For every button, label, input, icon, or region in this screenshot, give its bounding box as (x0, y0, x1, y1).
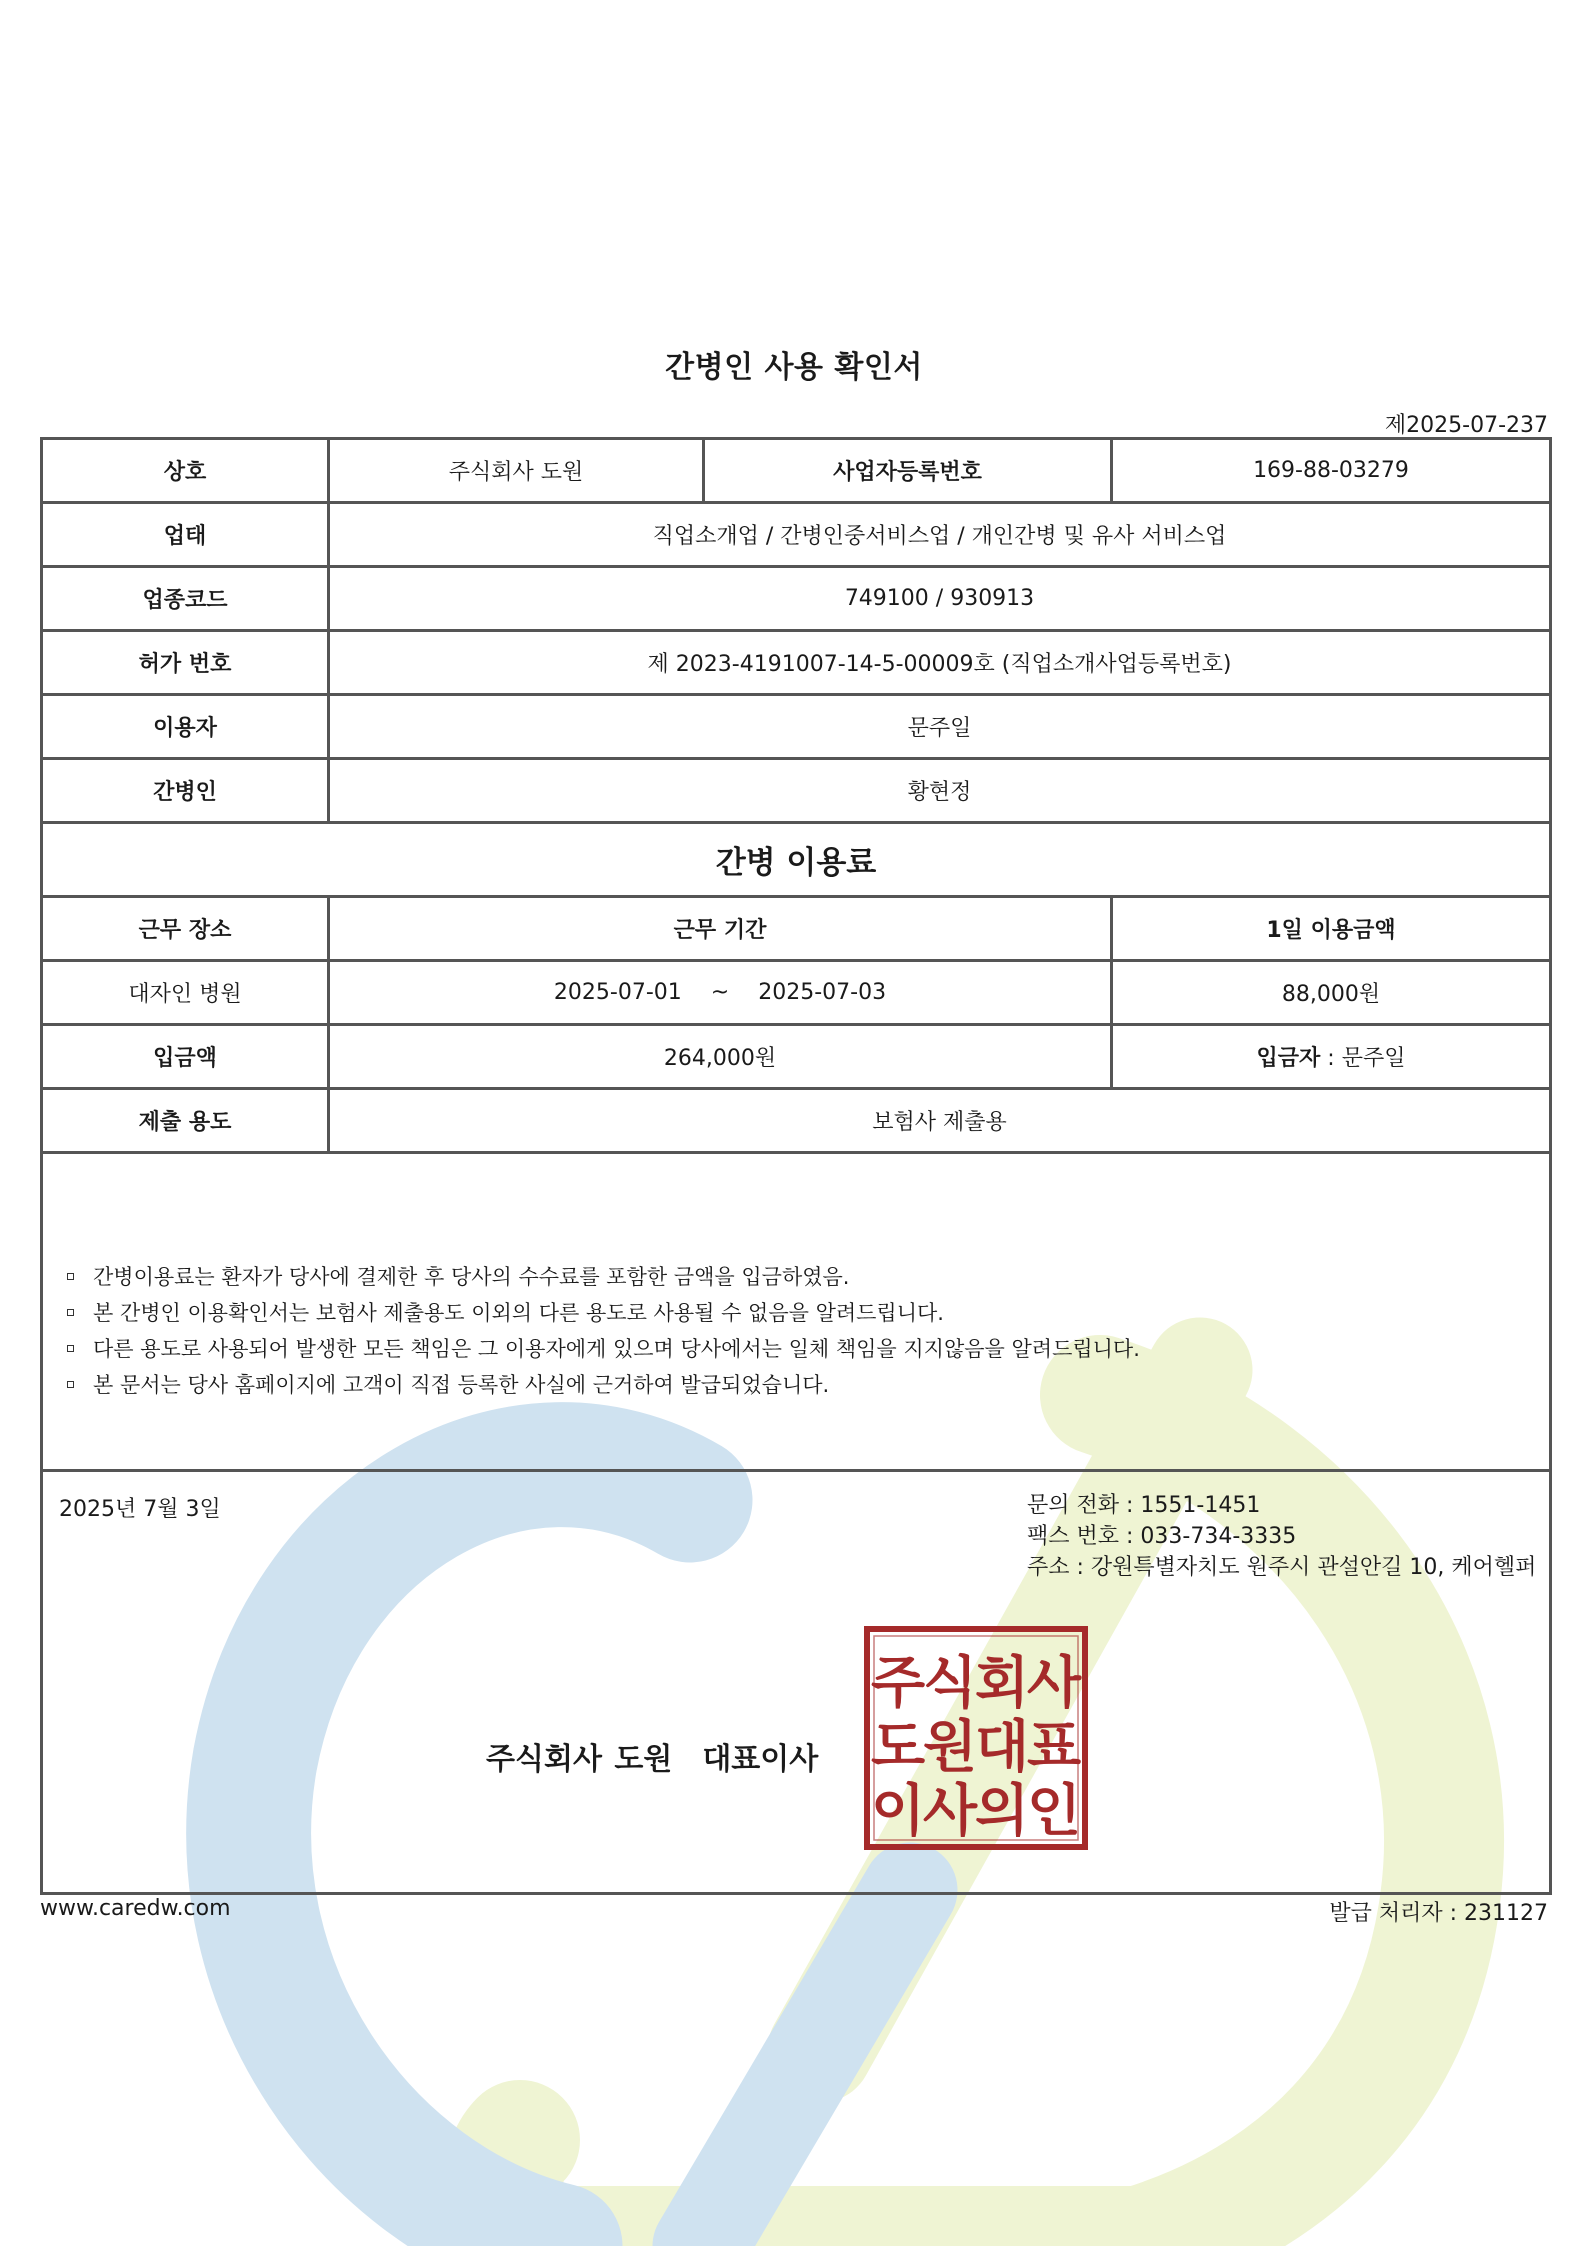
fee-value-row (42, 961, 1551, 1025)
industry-code-label: 업종코드 (42, 567, 329, 631)
user-row (42, 695, 1551, 759)
work-place-value: 대자인 병원 (42, 961, 329, 1025)
svg-text:원: 원 (922, 1715, 978, 1780)
business-type-value: 직업소개업 / 간병인중서비스업 / 개인간병 및 유사 서비스업 (329, 503, 1551, 567)
note-text: 다른 용도로 사용되어 발생한 모든 책임은 그 이용자에게 있으며 당사에서는 일체 책임을 지지않음을 알려드립니다. (93, 1337, 1140, 1361)
license-label: 허가 번호 (42, 631, 329, 695)
signature-row (42, 1471, 1551, 1894)
fee-section-title: 간병 이용료 (42, 823, 1551, 897)
svg-text:회: 회 (974, 1651, 1030, 1716)
work-period-label: 근무 기간 (329, 897, 1112, 961)
depositor-cell (1112, 1025, 1551, 1089)
caregiver-label: 간병인 (42, 759, 329, 823)
svg-text:사: 사 (1026, 1651, 1082, 1716)
user-label: 이용자 (42, 695, 329, 759)
signature-company: 주식회사 도원 (486, 1742, 673, 1777)
company-label: 상호 (42, 439, 329, 503)
square-bullet-icon (67, 1345, 74, 1352)
certificate-table (40, 437, 1552, 1895)
note-item (67, 1331, 1549, 1367)
svg-text:인: 인 (1026, 1779, 1082, 1844)
note-item (67, 1367, 1549, 1403)
note-text: 간병이용료는 환자가 당사에 결제한 후 당사의 수수료를 포함한 금액을 입금하였음. (93, 1265, 850, 1289)
depositor-label: 입금자 (1256, 1046, 1321, 1071)
contact-fax: 팩스 번호 : 033-734-3335 (1027, 1524, 1297, 1549)
svg-text:이: 이 (870, 1779, 926, 1844)
daily-fee-value: 88,000원 (1112, 961, 1551, 1025)
deposit-row (42, 1025, 1551, 1089)
signature-ceo: 대표이사 (702, 1742, 819, 1777)
contact-address: 주소 : 강원특별자치도 원주시 관설안길 10, 케어헬퍼 (1027, 1555, 1537, 1580)
svg-text:의: 의 (974, 1779, 1030, 1844)
issue-date: 2025년 7월 3일 (59, 1497, 221, 1522)
square-bullet-icon (67, 1273, 74, 1280)
bizno-label: 사업자등록번호 (704, 439, 1112, 503)
note-item (67, 1259, 1549, 1295)
period-start: 2025-07-01 (553, 980, 682, 1005)
company-row (42, 439, 1551, 503)
square-bullet-icon (67, 1381, 74, 1388)
svg-text:표: 표 (1026, 1715, 1082, 1780)
industry-code-value: 749100 / 930913 (329, 567, 1551, 631)
caregiver-value: 황현정 (329, 759, 1551, 823)
deposit-label: 입금액 (42, 1025, 329, 1089)
business-type-row (42, 503, 1551, 567)
work-period-value (329, 961, 1112, 1025)
document-title: 간병인 사용 확인서 (665, 350, 923, 385)
svg-text:사: 사 (922, 1779, 978, 1844)
document-number: 제2025-07-237 (1384, 413, 1548, 438)
company-seal (864, 1626, 1088, 1850)
note-text: 본 문서는 당사 홈페이지에 고객이 직접 등록한 사실에 근거하여 발급되었습니다. (93, 1373, 830, 1397)
license-value: 제 2023-4191007-14-5-00009호 (직업소개사업등록번호) (329, 631, 1551, 695)
industry-code-row (42, 567, 1551, 631)
user-value: 문주일 (329, 695, 1551, 759)
purpose-label: 제출 용도 (42, 1089, 329, 1153)
period-separator: ~ (710, 980, 730, 1005)
daily-fee-label: 1일 이용금액 (1112, 897, 1551, 961)
svg-text:식: 식 (922, 1651, 978, 1716)
bizno-value: 169-88-03279 (1112, 439, 1551, 503)
period-end: 2025-07-03 (758, 980, 887, 1005)
purpose-row (42, 1089, 1551, 1153)
depositor-value: 문주일 (1341, 1046, 1406, 1071)
notes-list (67, 1259, 1549, 1403)
company-value: 주식회사 도원 (329, 439, 704, 503)
depositor-separator: : (1320, 1046, 1342, 1071)
svg-text:주: 주 (870, 1651, 926, 1716)
svg-text:대: 대 (974, 1715, 1030, 1780)
caregiver-row (42, 759, 1551, 823)
notes-cell (42, 1153, 1551, 1471)
notes-row (42, 1153, 1551, 1471)
signature-cell (42, 1471, 1551, 1894)
company-signature (486, 1734, 818, 1778)
business-type-label: 업태 (42, 503, 329, 567)
license-row (42, 631, 1551, 695)
svg-text:도: 도 (870, 1715, 926, 1780)
fee-header-row (42, 897, 1551, 961)
note-item (67, 1295, 1549, 1331)
square-bullet-icon (67, 1309, 74, 1316)
contact-phone: 문의 전화 : 1551-1451 (1027, 1493, 1261, 1518)
purpose-value: 보험사 제출용 (329, 1089, 1551, 1153)
deposit-value: 264,000원 (329, 1025, 1112, 1089)
work-place-label: 근무 장소 (42, 897, 329, 961)
contact-info (1027, 1490, 1536, 1583)
footer-website: www.caredw.com (40, 1896, 231, 1921)
note-text: 본 간병인 이용확인서는 보험사 제출용도 이외의 다른 용도로 사용될 수 없음을 알려드립니다. (93, 1301, 944, 1325)
fee-section-row (42, 823, 1551, 897)
footer-issuer: 발급 처리자 : 231127 (1329, 1901, 1548, 1926)
